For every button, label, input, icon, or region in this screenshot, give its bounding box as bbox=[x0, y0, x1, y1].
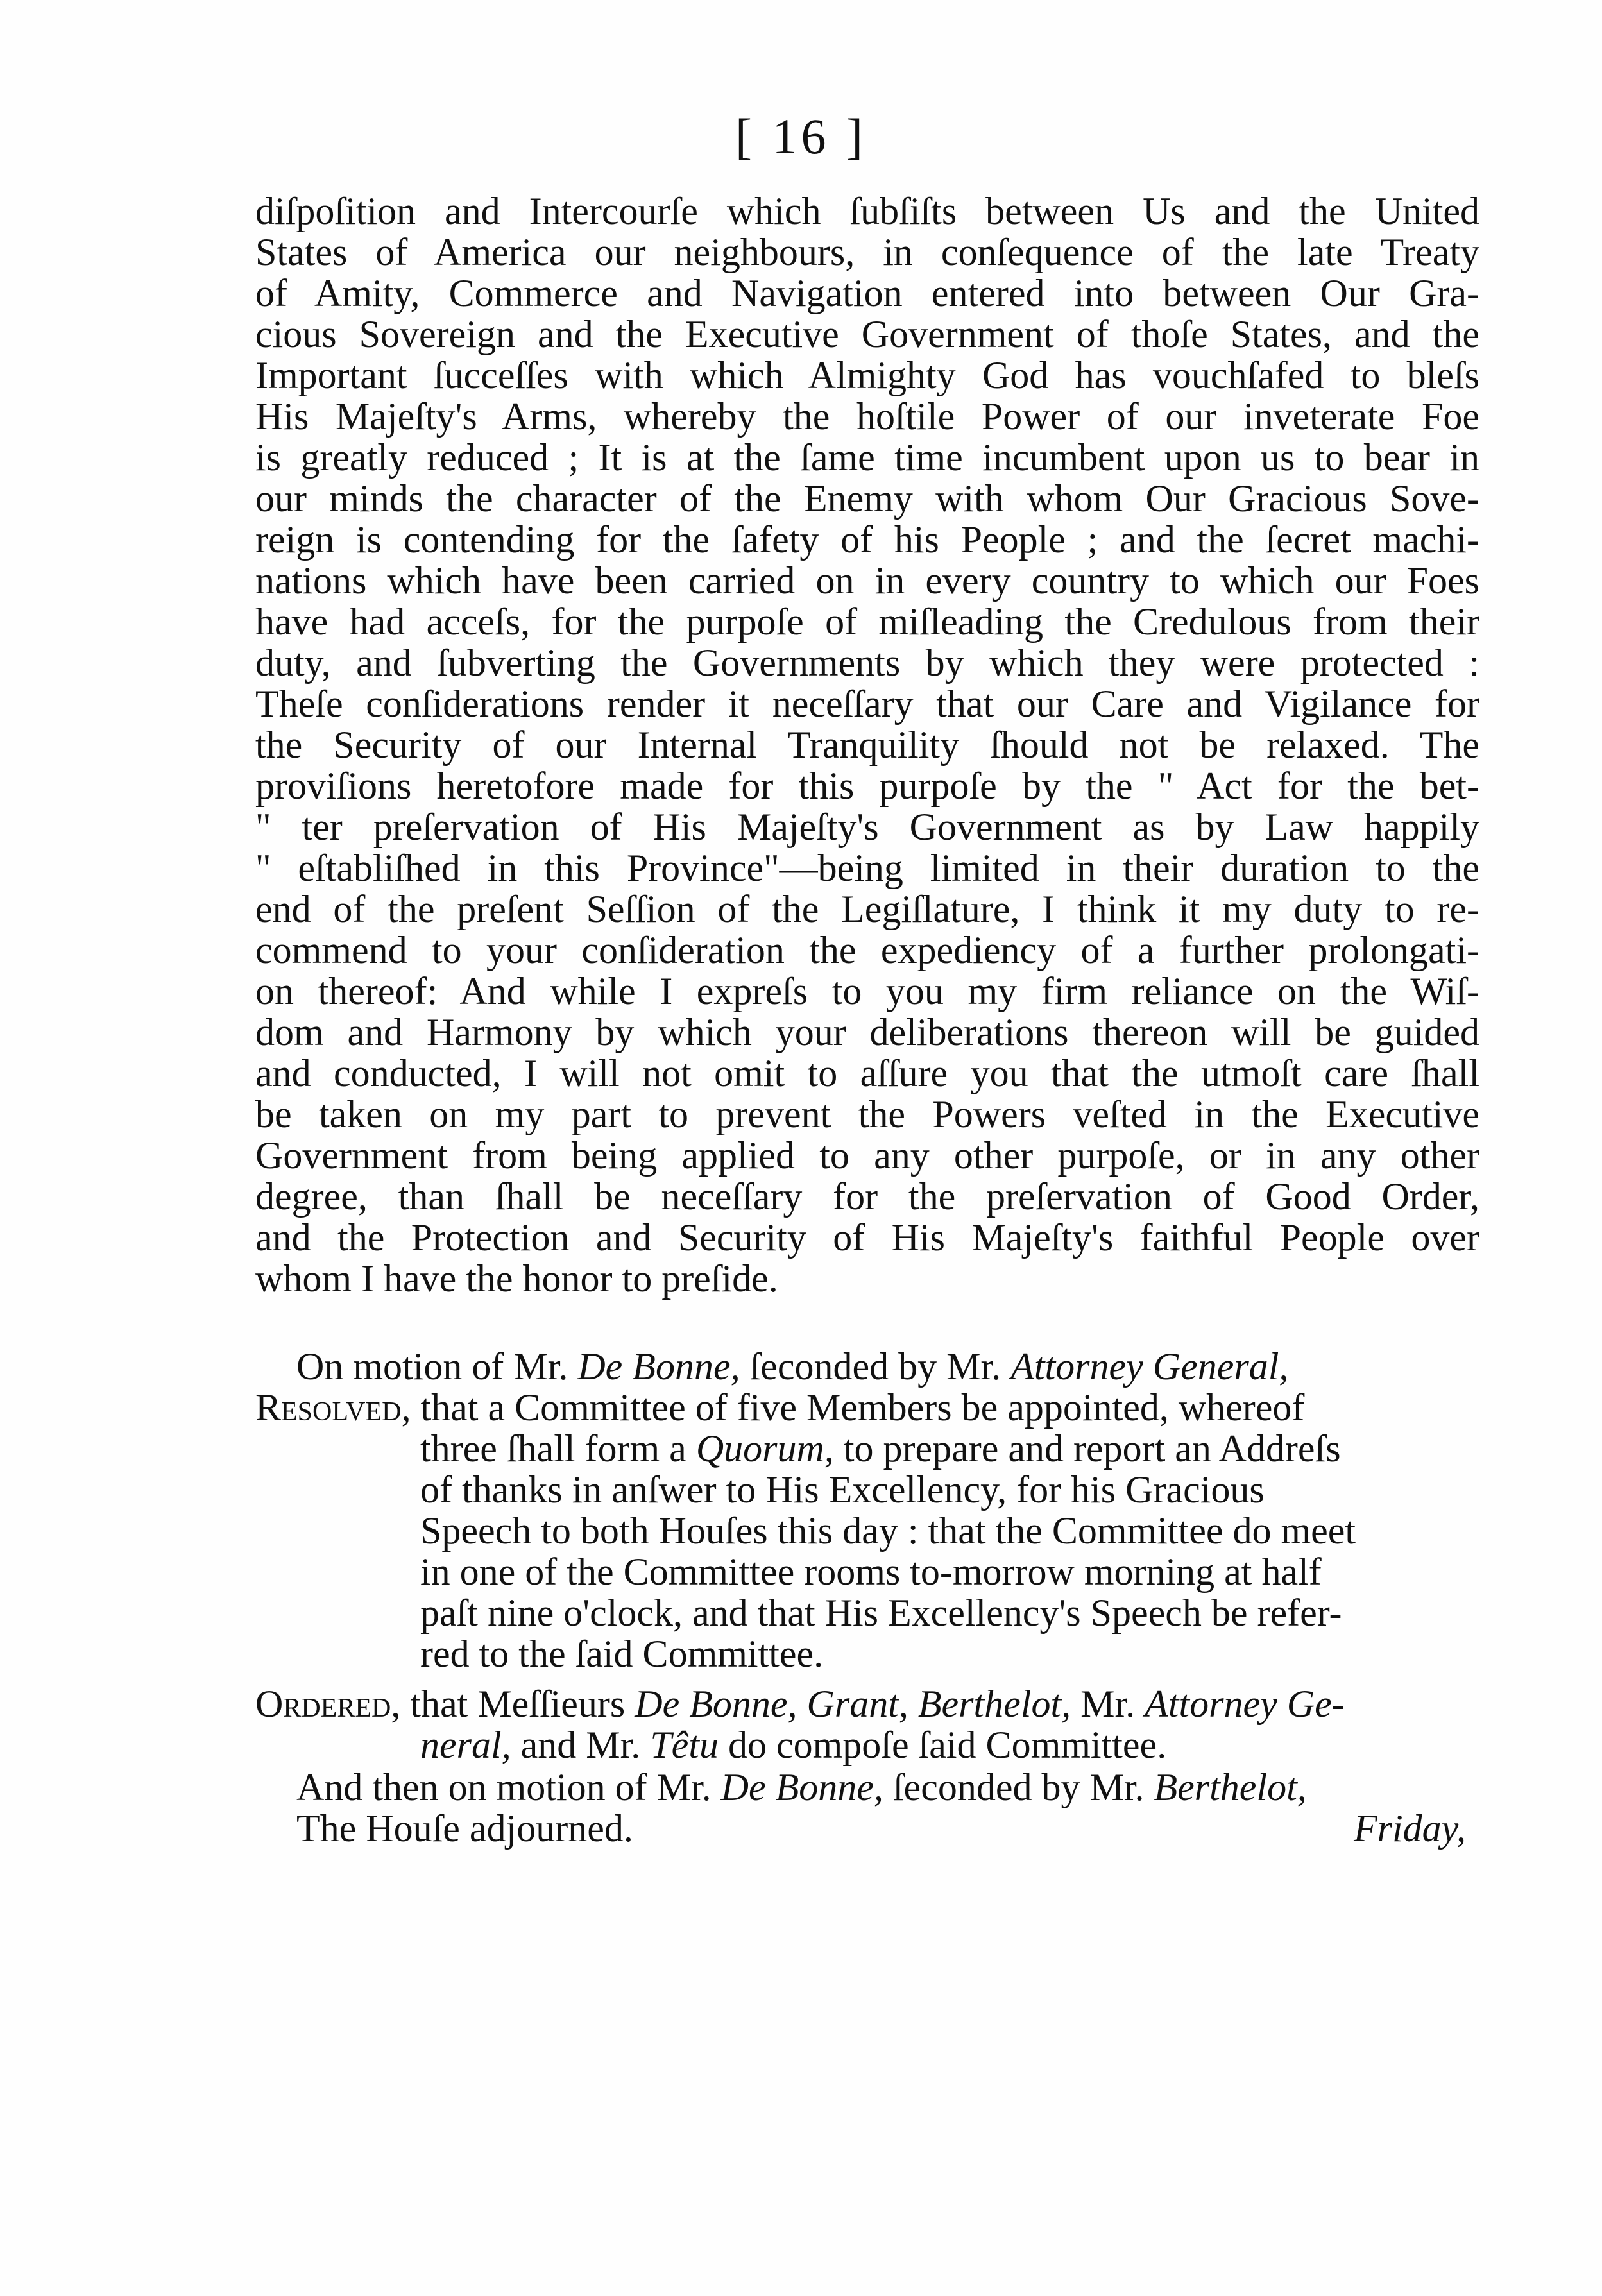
motion-seconder: Attorney General, bbox=[1010, 1345, 1289, 1388]
resolved-quorum: Quorum, bbox=[695, 1427, 834, 1470]
speech-line: States of America our neighbours, in conſequence of the late Treaty bbox=[255, 231, 1479, 273]
speech-line: " ter preſervation of His Majeſty's Government as by Law happily bbox=[255, 806, 1479, 848]
speech-line: the Security of our Internal Tranquility ſhould not be relaxed. The bbox=[255, 724, 1479, 766]
speech-line: dom and Harmony by which your deliberations thereon will be guided bbox=[255, 1011, 1479, 1053]
adjournment-prefix: And then on motion of Mr. bbox=[296, 1766, 721, 1808]
resolved-line: of thanks in anſwer to His Excellency, for his Gracious bbox=[420, 1468, 1265, 1511]
speech-line: degree, than ſhall be neceſſary for the preſervation of Good Order, bbox=[255, 1175, 1479, 1218]
resolved-label: Resolved, bbox=[255, 1386, 411, 1429]
speech-line: diſpoſition and Intercourſe which ſubſiſts between Us and the United bbox=[255, 190, 1479, 232]
resolved-line: Speech to both Houſes this day : that the Committee do meet bbox=[420, 1509, 1356, 1552]
page-number: [ 16 ] bbox=[735, 108, 867, 164]
speech-line: His Majeſty's Arms, whereby the hoſtile Power of our inveterate Foe bbox=[255, 395, 1479, 438]
speech-line: and conducted, I will not omit to aſſure you that the utmoſt care ſhall bbox=[255, 1052, 1479, 1094]
speech-line: our minds the character of the Enemy with whom Our Gracious Sove- bbox=[255, 477, 1479, 520]
resolved-line: red to the ſaid Committee. bbox=[420, 1633, 824, 1675]
ordered-text-b: Mr. bbox=[1071, 1683, 1145, 1725]
speech-line: commend to your conſideration the expediency of a further prolongati- bbox=[255, 929, 1479, 971]
speech-line: and the Protection and Security of His Majeſty's faithful People over bbox=[255, 1216, 1479, 1259]
ordered-label: Ordered, bbox=[255, 1683, 401, 1725]
resolved-line bbox=[420, 1428, 1341, 1469]
resolved-line2-b: to prepare and report an Addreſs bbox=[833, 1427, 1341, 1470]
speech-line: whom I have the honor to preſide. bbox=[255, 1257, 778, 1300]
resolved-first-line: that a Committee of five Members be appointed, whereof bbox=[411, 1386, 1305, 1429]
speech-line: cious Sovereign and the Executive Government of thoſe States, and the bbox=[255, 313, 1479, 355]
ordered-text-c: and Mr. bbox=[511, 1724, 651, 1766]
speech-line: have had acceſs, for the purpoſe of miſleading the Credulous from their bbox=[255, 600, 1479, 643]
speech-line: Theſe conſiderations render it neceſſary that our Care and Vigilance for bbox=[255, 683, 1479, 725]
speech-line: duty, and ſubverting the Governments by which they were protected : bbox=[255, 642, 1479, 684]
catchword: Friday, bbox=[1354, 1807, 1466, 1850]
motion-line bbox=[296, 1346, 1288, 1387]
resolved-line bbox=[255, 1387, 1304, 1428]
speech-line: of Amity, Commerce and Navigation entered into between Our Gra- bbox=[255, 272, 1479, 314]
ordered-line bbox=[420, 1724, 1166, 1765]
ordered-attorney-b: neral, bbox=[420, 1724, 511, 1766]
resolved-line: paſt nine o'clock, and that His Excellency's Speech be refer- bbox=[420, 1592, 1342, 1634]
adjournment-middle: ſeconded by Mr. bbox=[883, 1766, 1154, 1808]
ordered-text-a: that Meſſieurs bbox=[400, 1683, 635, 1725]
ordered-line bbox=[255, 1683, 1345, 1724]
speech-line: is greatly reduced ; It is at the ſame time incumbent upon us to bear in bbox=[255, 436, 1479, 479]
resolved-line2-a: three ſhall form a bbox=[420, 1427, 696, 1470]
speech-line: Government from being applied to any other purpoſe, or in any other bbox=[255, 1134, 1479, 1177]
resolved-line: in one of the Committee rooms to-morrow morning at half bbox=[420, 1551, 1322, 1593]
ordered-tetu: Têtu bbox=[650, 1724, 719, 1766]
speech-line: on thereof: And while I expreſs to you my firm reliance on the Wiſ- bbox=[255, 970, 1479, 1012]
motion-middle: ſeconded by Mr. bbox=[740, 1345, 1011, 1388]
speech-line: nations which have been carried on in every country to which our Foes bbox=[255, 559, 1479, 602]
adjournment-seconder: Berthelot, bbox=[1154, 1766, 1307, 1808]
adjourned-line: The Houſe adjourned. bbox=[296, 1807, 633, 1850]
ordered-attorney-a: Attorney Ge- bbox=[1145, 1683, 1345, 1725]
adjournment-mover: De Bonne, bbox=[720, 1766, 883, 1808]
speech-line: proviſions heretofore made for this purpoſe by the " Act for the bet- bbox=[255, 765, 1479, 807]
adjournment-motion-line bbox=[296, 1767, 1307, 1808]
motion-mover: De Bonne, bbox=[577, 1345, 740, 1388]
speech-line: Important ſucceſſes with which Almighty God has vouchſafed to bleſs bbox=[255, 354, 1479, 396]
speech-line: be taken on my part to prevent the Powers veſted in the Executive bbox=[255, 1093, 1479, 1135]
ordered-names: De Bonne, Grant, Berthelot, bbox=[635, 1683, 1071, 1725]
speech-line: reign is contending for the ſafety of his People ; and the ſecret machi- bbox=[255, 518, 1479, 561]
speech-line: " eſtabliſhed in this Province"—being limited in their duration to the bbox=[255, 847, 1479, 889]
motion-prefix: On motion of Mr. bbox=[296, 1345, 578, 1388]
speech-line: end of the preſent Seſſion of the Legiſlature, I think it my duty to re- bbox=[255, 888, 1479, 930]
ordered-text-d: do compoſe ſaid Committee. bbox=[718, 1724, 1167, 1766]
